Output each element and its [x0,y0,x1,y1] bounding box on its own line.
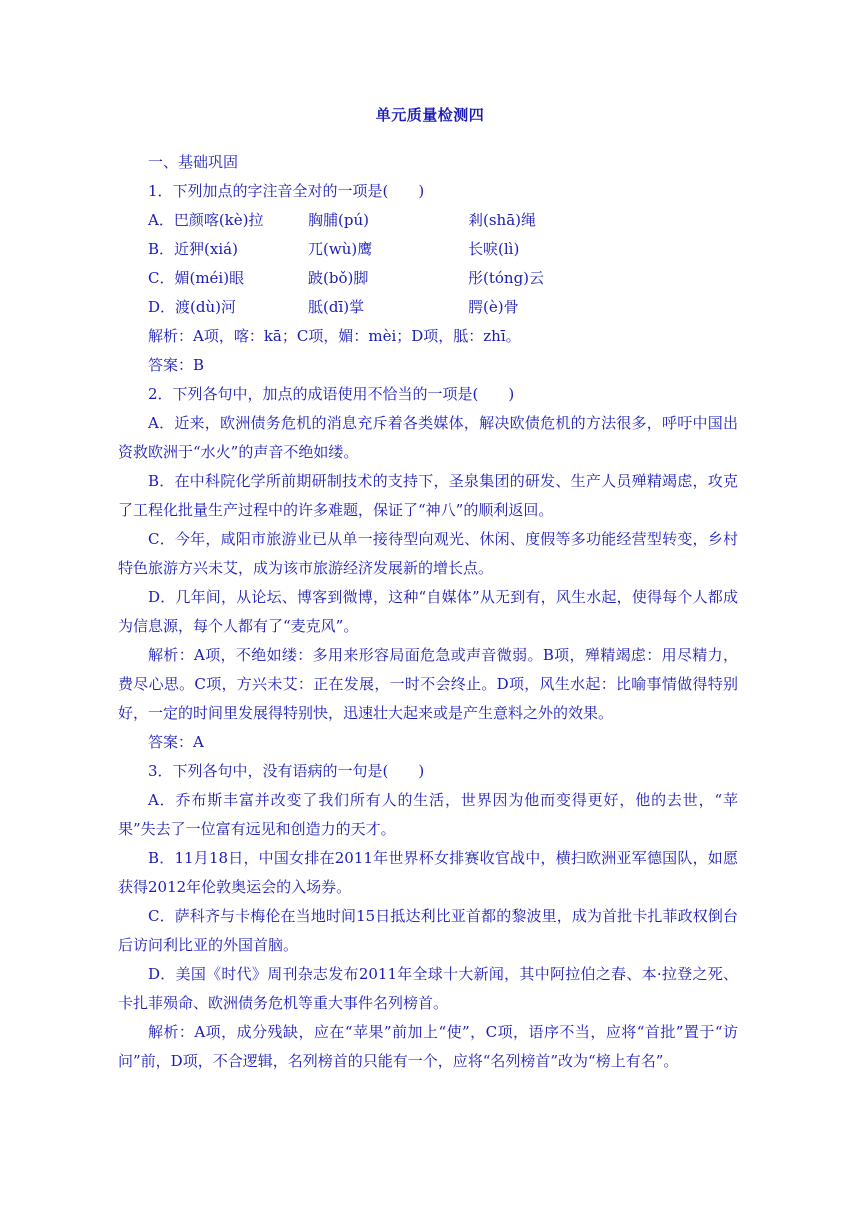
q3-option-c: C．萨科齐与卡梅伦在当地时间15日抵达利比亚首都的黎波里，成为首批卡扎菲政权倒台后访问利比亚的外国首脑。 [118,907,738,954]
q2-option-d: D．几年间，从论坛、博客到微博，这种“自媒体”从无到有，风生水起，使得每个人都成为信息源，每个人都有了“麦克风”。 [118,588,738,635]
q1-b-1: B．近狎(xiá) [148,240,238,258]
q1-answer: 答案：B [148,356,205,374]
q1-d-1: D．渡(dù)河 [148,298,236,316]
q2-option-b: B．在中科院化学所前期研制技术的支持下，圣泉集团的研发、生产人员殚精竭虑，攻克了工程化批量生产过程中的许多难题，保证了“神八”的顺利返回。 [118,472,738,519]
q1-d-2: 胝(dī)掌 [308,298,365,316]
q3-option-a: A．乔布斯丰富并改变了我们所有人的生活，世界因为他而变得更好，他的去世，“苹果”失去了一位富有远见和创造力的天才。 [118,791,738,838]
q1-a-2: 胸脯(pú) [308,211,369,229]
q1-c-1: C．媚(méi)眼 [148,269,245,287]
q3-option-d: D．美国《时代》周刊杂志发布2011年全球十大新闻，其中阿拉伯之春、本·拉登之死、卡扎菲殒命、欧洲债务危机等重大事件名列榜首。 [118,965,738,1012]
q1-option-row-b [118,235,738,264]
page-title: 单元质量检测四 [375,106,485,124]
q1-d-3: 腭(è)骨 [468,298,519,316]
q3-option-b: B．11月18日，中国女排在2011年世界杯女排赛收官战中，横扫欧洲亚军德国队，如愿获得2012年伦敦奥运会的入场券。 [118,849,738,896]
q1-a-3: 剎(shā)绳 [468,211,537,229]
q2-stem: 2．下列各句中，加点的成语使用不恰当的一项是( ) [148,385,515,403]
q3-analysis: 解析：A项，成分残缺，应在“苹果”前加上“使”，C项，语序不当，应将“首批”置于“访问”前，D项，不合逻辑，名列榜首的只能有一个，应将“名列榜首”改为“榜上有名”。 [118,1023,738,1070]
q1-c-2: 跛(bǒ)脚 [308,269,369,287]
q2-answer: 答案：A [148,733,204,751]
q1-b-3: 长唳(lì) [468,240,520,258]
q1-option-row-d [118,293,738,322]
q3-stem: 3．下列各句中，没有语病的一句是( ) [148,762,425,780]
q2-analysis: 解析：A项，不绝如缕：多用来形容局面危急或声音微弱。B项，殚精竭虑：用尽精力，费尽心思。C项，方兴未艾：正在发展，一时不会终止。D项，风生水起：比喻事情做得特别好，一定的时间里发展得特别快，迅速壮大起来或是产生意料之外的效果。 [118,646,738,722]
q1-option-row-c [118,264,738,293]
q1-stem: 1．下列加点的字注音全对的一项是( ) [148,182,425,200]
q2-option-a: A．近来，欧洲债务危机的消息充斥着各类媒体，解决欧债危机的方法很多，呼吁中国出资救欧洲于“水火”的声音不绝如缕。 [118,414,738,461]
q1-analysis: 解析：A项，喀：kā；C项，媚：mèi；D项，胝：zhī。 [148,327,521,345]
section-heading: 一、基础巩固 [148,153,239,171]
q1-c-3: 彤(tóng)云 [468,269,545,287]
q1-a-1: A．巴颜喀(kè)拉 [148,211,264,229]
document-body [118,148,738,1076]
q1-option-row-a [118,206,738,235]
q2-option-c: C．今年，咸阳市旅游业已从单一接待型向观光、休闲、度假等多功能经营型转变，乡村特色旅游方兴未艾，成为该市旅游经济发展新的增长点。 [118,530,738,577]
q1-b-2: 兀(wù)鹰 [308,240,373,258]
